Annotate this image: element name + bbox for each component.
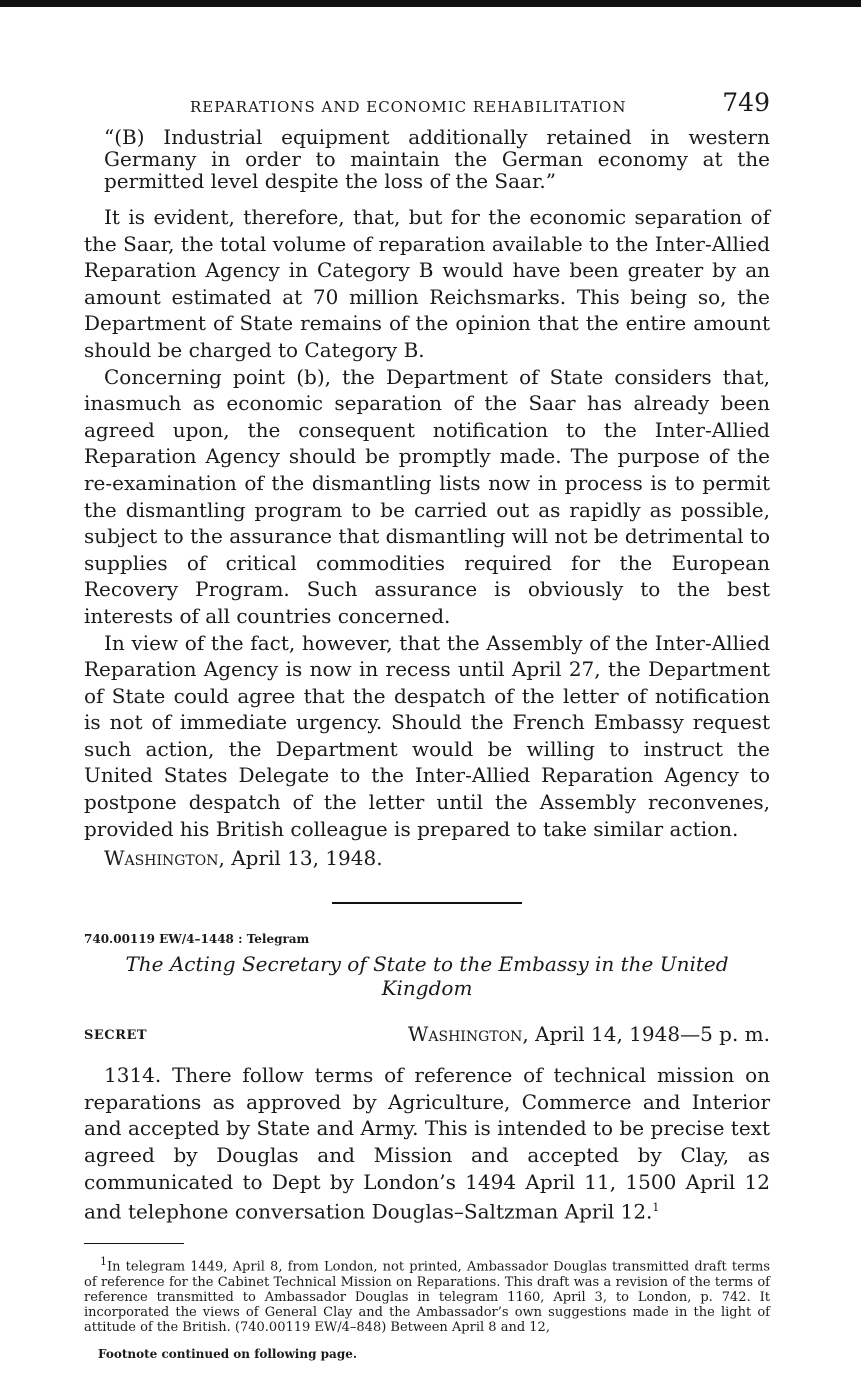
footnote-continued-note: Footnote continued on following page. [98, 1346, 358, 1361]
running-head-title: REPARATIONS AND ECONOMIC REHABILITATION [190, 98, 627, 116]
dateline [84, 846, 770, 870]
footnote-rule [84, 1243, 184, 1244]
page-top-border [0, 0, 861, 7]
paragraph-saar-category-b: It is evident, therefore, that, but for the economic separation of the Saar, the total volume of reparation available to the Inter-Allied Reparation Agency in Category B would have been greater by an amount estimated at 70 million Reichsmarks. This being so, the Department of State remains of the opinion that the entire amount should be charged to Category B. [84, 205, 770, 362]
sent-line [408, 1022, 770, 1046]
dateline-place: Washington [104, 846, 219, 871]
paragraph-point-b: Concerning point (b), the Department of State considers that, inasmuch as economic separation of the Saar has already been agreed upon, the consequent notification to the Inter-Allied Reparation Agency should be promptly made. The purpose of the re-examination of the dismantling lists now in process is to permit the dismantling program to be carried out as rapidly as possible, subject to the assurance that dismantling will not be detrimental to supplies of critical commodities required for the European Recovery Program. Such assurance is obviously to the best interests of all countries concerned. [84, 364, 770, 628]
sent-date: , April 14, 1948—5 p. m. [522, 1022, 770, 1047]
classification-label: SECRET [84, 1028, 148, 1044]
page-number: 749 [722, 88, 770, 117]
footnote-text: In telegram 1449, April 8, from London, not printed, Ambassador Douglas transmitted draft terms of reference for the Cabinet Technical Mission on Reparations. This draft was a revision of the terms of reference transmitted to Ambassador Douglas in telegram 1160, April 3, to London, p. 742. It incorporated the views of General Clay and the Ambassador’s own suggestions made in the light of attitude of the British. (740.00119 EW/4–848) Between April 8 and 12, [84, 1259, 770, 1335]
document-reference: 740.00119 EW/4–1448 : Telegram [84, 932, 310, 947]
sent-place: Washington [407, 1022, 523, 1047]
quoted-item-b: “(B) Industrial equipment additionally retained in western Germany in order to maintain the German economy at the permitted level despite the loss of the Saar.” [104, 125, 770, 193]
footnote [84, 1254, 770, 1334]
telegram-body-text: 1314. There follow terms of reference of technical mission on reparations as approved by Agriculture, Commerce and Interior and accepted by State and Army. This is intended to be precise text agreed by Douglas and Mission and accepted by Clay, as communicated to Dept by London’s 1494 April 11, 1500 April 12 and telephone conversation Douglas–Saltzman April 12. [84, 1063, 770, 1224]
footnote-reference: 1 [652, 1201, 660, 1215]
dateline-date: , April 13, 1948. [218, 846, 383, 871]
telegram-heading: The Acting Secretary of State to the Embassy in the United Kingdom [125, 952, 729, 1001]
classification-row [84, 1022, 770, 1048]
footnote-marker: 1 [100, 1255, 107, 1269]
paragraph-assembly-recess: In view of the fact, however, that the Assembly of the Inter-Allied Reparation Agency is now in recess until April 27, the Department of State could agree that the despatch of the letter of notification is not of immediate urgency. Should the French Embassy request such action, the Department would be willing to instruct the United States Delegate to the Inter-Allied Reparation Agency to postpone despatch of the letter until the Assembly reconvenes, provided his British colleague is prepared to take similar action. [84, 630, 770, 841]
running-head [84, 88, 770, 126]
document-page [84, 88, 770, 1361]
section-divider [332, 902, 522, 904]
telegram-section [84, 932, 770, 1225]
telegram-body [84, 1062, 770, 1225]
